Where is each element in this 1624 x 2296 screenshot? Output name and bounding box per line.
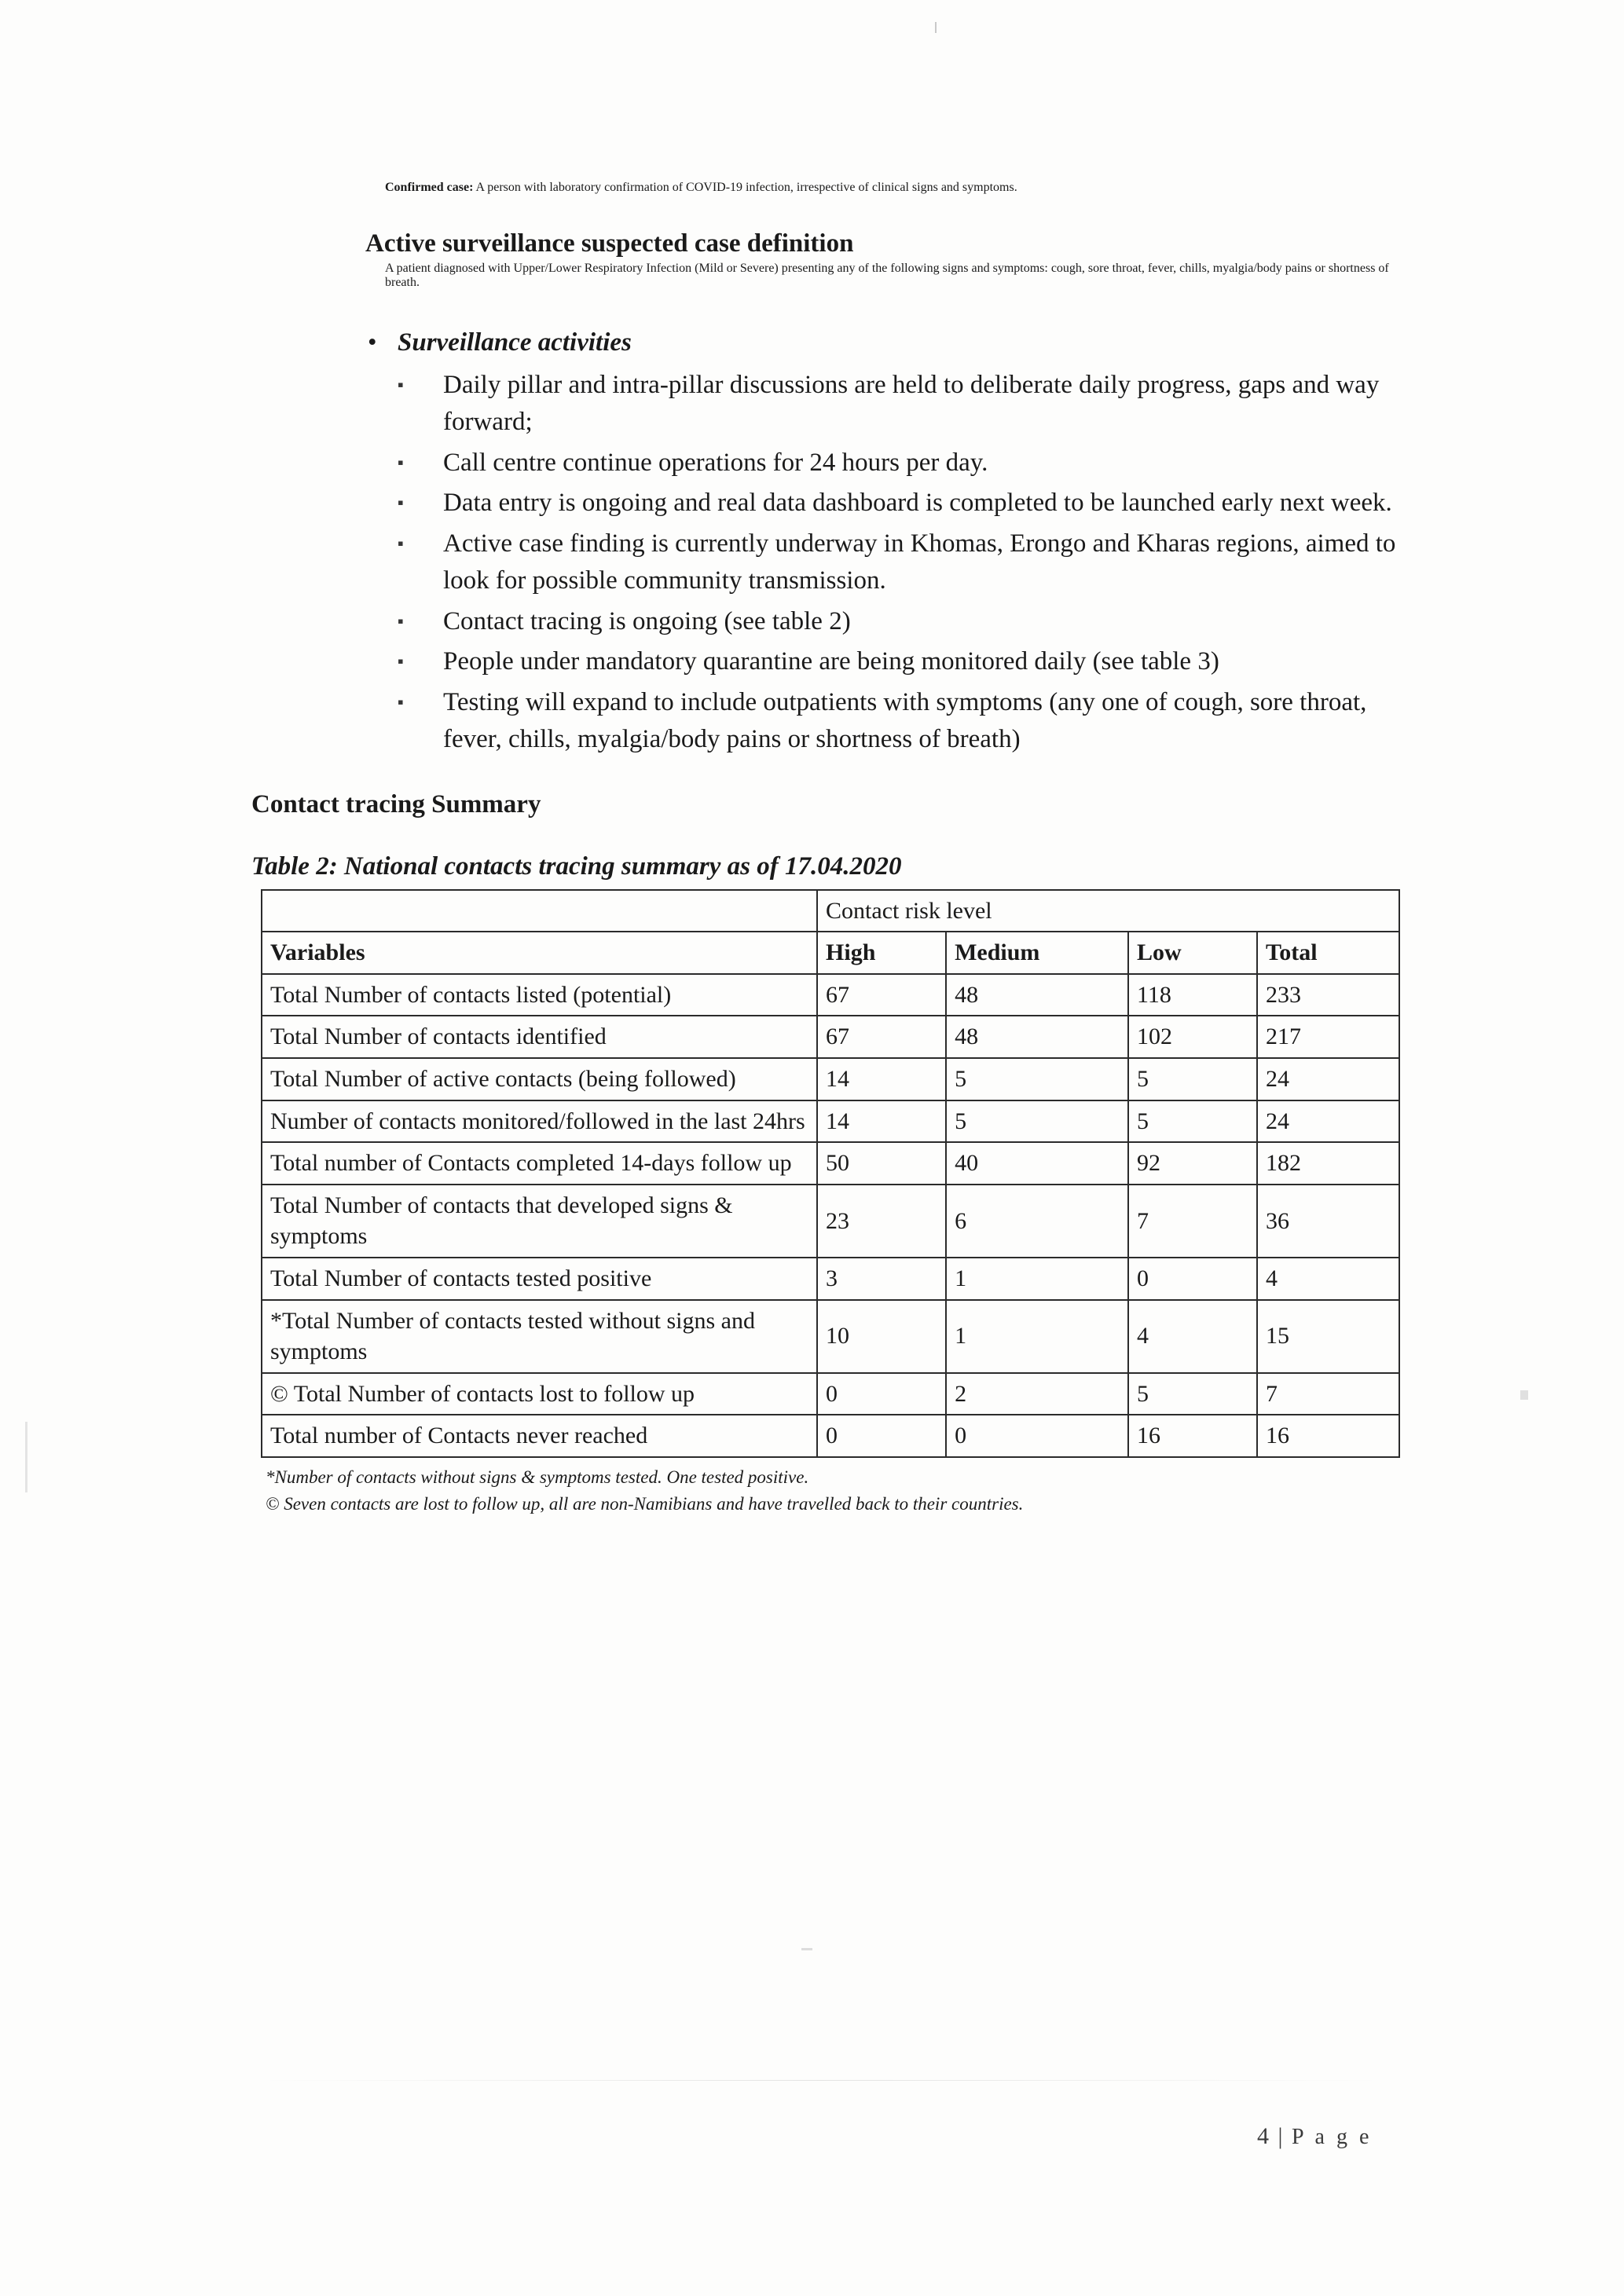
- table-cell-total: 36: [1257, 1185, 1399, 1258]
- table-cell-variable: Number of contacts monitored/followed in the last 24hrs: [262, 1100, 817, 1143]
- table-cell-medium: 0: [946, 1415, 1128, 1457]
- active-surveillance-heading: Active surveillance suspected case definition: [365, 229, 854, 258]
- table-cell-variable: © Total Number of contacts lost to follow up: [262, 1373, 817, 1415]
- table-row: [262, 1100, 1399, 1143]
- table-cell-total: 4: [1257, 1258, 1399, 1300]
- table-cell-variable: Total Number of contacts that developed signs & symptoms: [262, 1185, 817, 1258]
- table-cell-variable: Total Number of active contacts (being followed): [262, 1058, 817, 1100]
- table-header-contact-risk-level: Contact risk level: [817, 890, 1399, 932]
- table-row: [262, 1300, 1399, 1373]
- table-cell-high: 0: [817, 1373, 946, 1415]
- square-bullet-icon: ▪: [398, 610, 404, 631]
- list-item-text: Data entry is ongoing and real data dashboard is completed to be launched early next week.: [443, 489, 1392, 518]
- surveillance-activities-list: [398, 367, 1406, 759]
- table-cell-medium: 2: [946, 1373, 1128, 1415]
- table-cell-low: 5: [1128, 1100, 1257, 1143]
- table-header-total: Total: [1257, 932, 1399, 974]
- list-item: [398, 485, 1406, 522]
- page-footer: [1257, 2123, 1372, 2150]
- square-bullet-icon: ▪: [398, 452, 404, 472]
- table-cell-high: 3: [817, 1258, 946, 1300]
- table-footnotes: [266, 1464, 1406, 1518]
- table-cell-total: 16: [1257, 1415, 1399, 1457]
- table-row: [262, 974, 1399, 1016]
- table-cell-high: 0: [817, 1415, 946, 1457]
- footnote-asterisk: *Number of contacts without signs & symptoms tested. One tested positive.: [266, 1467, 809, 1487]
- table-header-row: [262, 932, 1399, 974]
- scan-artifact-left-edge: [25, 1422, 27, 1492]
- table-row: [262, 1058, 1399, 1100]
- contact-tracing-table: [261, 889, 1400, 1458]
- table-cell-low: 7: [1128, 1185, 1257, 1258]
- scan-artifact-rule: [259, 2080, 1383, 2081]
- square-bullet-icon: ▪: [398, 691, 404, 712]
- list-item-text: Testing will expand to include outpatients with symptoms (any one of cough, sore throat, fever, chills, myalgia/body pains or shortness of breath): [443, 687, 1367, 754]
- table-row: [262, 1016, 1399, 1058]
- list-item-text: Call centre continue operations for 24 hours per day.: [443, 448, 988, 477]
- table-cell-total: 24: [1257, 1058, 1399, 1100]
- table-cell-total: 7: [1257, 1373, 1399, 1415]
- bullet-dot-icon: •: [368, 328, 377, 357]
- footnote-copyright: © Seven contacts are lost to follow up, all are non-Namibians and have travelled back to their countries.: [266, 1494, 1024, 1514]
- table-cell-medium: 1: [946, 1258, 1128, 1300]
- table-cell-variable: *Total Number of contacts tested without signs and symptoms: [262, 1300, 817, 1373]
- table-cell-variable: Total number of Contacts completed 14-days follow up: [262, 1142, 817, 1185]
- list-item: [398, 445, 1406, 482]
- table-cell-total: 24: [1257, 1100, 1399, 1143]
- list-item: [398, 643, 1406, 681]
- document-content: [251, 181, 1406, 1518]
- table-cell-low: 92: [1128, 1142, 1257, 1185]
- page-word-label: P a g e: [1292, 2125, 1373, 2149]
- table-cell-medium: 40: [946, 1142, 1128, 1185]
- table-row: [262, 1373, 1399, 1415]
- square-bullet-icon: ▪: [398, 493, 404, 513]
- table-cell-variable: Total Number of contacts tested positive: [262, 1258, 817, 1300]
- confirmed-case-term: Confirmed case:: [385, 181, 474, 194]
- table-cell-variable: Total Number of contacts identified: [262, 1016, 817, 1058]
- table-cell-low: 118: [1128, 974, 1257, 1016]
- contact-tracing-summary-heading: Contact tracing Summary: [251, 789, 541, 818]
- list-item-text: Daily pillar and intra-pillar discussions are held to deliberate daily progress, gaps and way forward;: [443, 370, 1380, 437]
- table-cell-high: 10: [817, 1300, 946, 1373]
- table-cell-medium: 48: [946, 1016, 1128, 1058]
- table-cell-total: 233: [1257, 974, 1399, 1016]
- table-cell-high: 23: [817, 1185, 946, 1258]
- surveillance-activities-bullet: [361, 324, 1406, 362]
- table-caption: Table 2: National contacts tracing summary as of 17.04.2020: [251, 851, 902, 881]
- table-row: [262, 1258, 1399, 1300]
- table-cell-medium: 1: [946, 1300, 1128, 1373]
- table-cell-total: 15: [1257, 1300, 1399, 1373]
- table-cell-low: 0: [1128, 1258, 1257, 1300]
- table-cell-high: 14: [817, 1100, 946, 1143]
- scan-artifact-right-edge: [1520, 1390, 1528, 1400]
- table-row: [262, 1142, 1399, 1185]
- list-item-text: Active case finding is currently underway in Khomas, Erongo and Kharas regions, aimed to look for possible community transmission.: [443, 529, 1396, 595]
- table-cell-low: 16: [1128, 1415, 1257, 1457]
- list-item: [398, 525, 1406, 600]
- table-cell-variable: Total number of Contacts never reached: [262, 1415, 817, 1457]
- square-bullet-icon: ▪: [398, 651, 404, 672]
- table-header-medium: Medium: [946, 932, 1128, 974]
- list-item: [398, 603, 1406, 641]
- confirmed-case-text: A person with laboratory confirmation of COVID-19 infection, irrespective of clinical signs and symptoms.: [473, 181, 1017, 194]
- table-cell-total: 217: [1257, 1016, 1399, 1058]
- table-cell-high: 14: [817, 1058, 946, 1100]
- table-blank-corner: [262, 890, 817, 932]
- table-cell-low: 5: [1128, 1058, 1257, 1100]
- table-row: [262, 1185, 1399, 1258]
- table-header-low: Low: [1128, 932, 1257, 974]
- page-number-value: 4: [1257, 2123, 1270, 2149]
- table-cell-medium: 5: [946, 1100, 1128, 1143]
- table-cell-medium: 48: [946, 974, 1128, 1016]
- square-bullet-icon: ▪: [398, 374, 404, 394]
- active-surveillance-text: A patient diagnosed with Upper/Lower Respiratory Infection (Mild or Severe) presenting any of the following signs and symptoms: cough, sore throat, fever, chills, myalgia/body pains or shortness of breath.: [385, 262, 1389, 289]
- scan-artifact-bottom: [801, 1948, 812, 1950]
- table-cell-low: 4: [1128, 1300, 1257, 1373]
- list-item-text: People under mandatory quarantine are being monitored daily (see table 3): [443, 647, 1219, 676]
- surveillance-activities-title: Surveillance activities: [398, 328, 632, 357]
- table-cell-total: 182: [1257, 1142, 1399, 1185]
- page-number-separator: |: [1278, 2123, 1285, 2149]
- scan-artifact-top: [935, 22, 937, 33]
- table-header-risk-row: [262, 890, 1399, 932]
- table-cell-high: 50: [817, 1142, 946, 1185]
- list-item: [398, 367, 1406, 441]
- table-header-variables: Variables: [262, 932, 817, 974]
- list-item: [398, 684, 1406, 759]
- table-cell-high: 67: [817, 1016, 946, 1058]
- table-cell-low: 102: [1128, 1016, 1257, 1058]
- table-cell-medium: 6: [946, 1185, 1128, 1258]
- table-cell-medium: 5: [946, 1058, 1128, 1100]
- table-row: [262, 1415, 1399, 1457]
- table-header-high: High: [817, 932, 946, 974]
- square-bullet-icon: ▪: [398, 533, 404, 553]
- confirmed-case-definition: [385, 181, 1406, 195]
- table-cell-variable: Total Number of contacts listed (potential): [262, 974, 817, 1016]
- table-cell-high: 67: [817, 974, 946, 1016]
- list-item-text: Contact tracing is ongoing (see table 2): [443, 606, 851, 635]
- table-cell-low: 5: [1128, 1373, 1257, 1415]
